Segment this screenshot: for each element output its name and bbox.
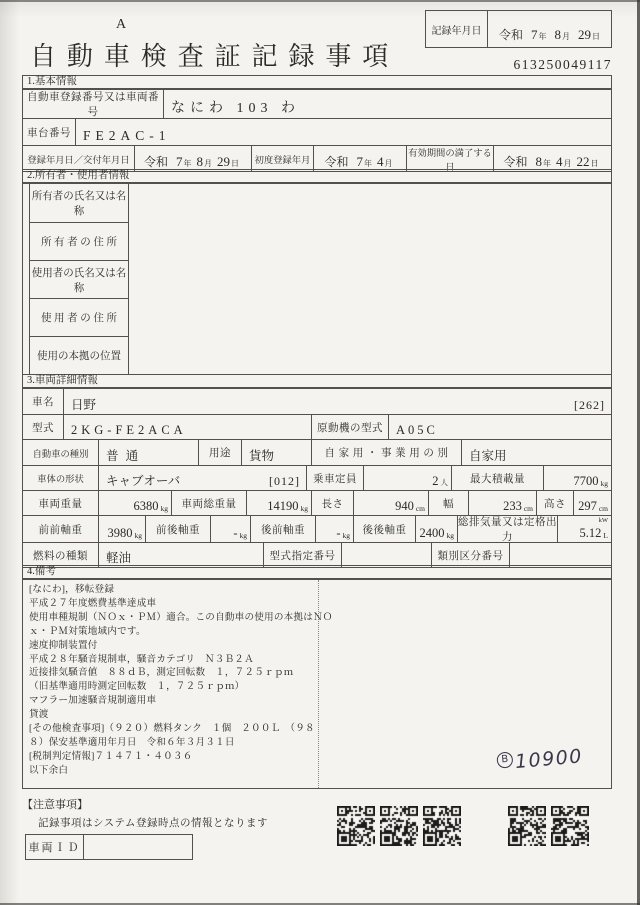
ownership-type-label: 自 家 用 ・ 事 業 用 の 別 (311, 440, 461, 465)
seating-capacity-value: 2 人 (363, 466, 451, 490)
notice-text: 記録事項はシステム登録時点の情報となります (38, 818, 268, 829)
notes-line: [税制判定情報]７１４７１・４０３６ (29, 750, 193, 762)
notes-line: 平成２８年騒音規制車，騒音カテゴリ Ｎ３Ｂ２Ａ (29, 653, 254, 665)
fuel-type-label: 燃料の種類 (33, 550, 88, 562)
qr-code (508, 806, 546, 846)
class-number-value (509, 543, 611, 567)
model-label: 型式 (32, 422, 54, 434)
axle-rear-rear-value: 2400 kg (415, 516, 457, 542)
serial-number: 613250049117 (513, 57, 612, 72)
qr-code (423, 806, 461, 846)
base-location-label: 使用の本拠の位置 (30, 336, 128, 374)
axle-front-front-value: 3980 kg (98, 516, 145, 542)
notes-line: ｘ・ＰＭ対策地域内です。 (29, 625, 146, 637)
plate-number-label: 自動車登録番号又は車両番号 (27, 92, 159, 118)
max-load-value: 7700 kg (543, 466, 611, 490)
owner-name-label: 所有者の氏名又は名称 (31, 191, 127, 217)
width-value: 233 cm (468, 491, 536, 515)
notes-line: [なにわ]，移転登録 (29, 584, 115, 595)
axle-front-front-label: 前前軸重 (38, 524, 83, 536)
model-value: 2KG-FE2ACA (63, 415, 311, 439)
vehicle-category-label: 自動車の種別 (32, 449, 89, 460)
vehicle-weight-label: 車両重量 (38, 498, 83, 510)
length-value: 940 cm (353, 491, 428, 515)
notice-heading: 【注意事項】 (22, 799, 88, 811)
first-registration-value: 令和 7 年 4 月 (313, 146, 406, 171)
vehicle-id-value (84, 835, 192, 859)
owner-address-label: 所 有 者 の 住 所 (30, 222, 128, 260)
use-type-value: 貨物 (241, 440, 311, 465)
record-date-label: 記録年月日 (426, 11, 488, 47)
fuel-type-value: 軽油 (98, 543, 263, 567)
qr-code (551, 806, 589, 846)
chassis-number-label: 車台番号 (27, 127, 71, 139)
handwritten-number: 10900 (514, 745, 584, 774)
type-approval-value (341, 543, 431, 567)
qr-code-group-2 (508, 806, 589, 846)
gross-weight-label: 車両総重量 (171, 491, 246, 515)
displacement-unit-kw: kW (598, 517, 608, 524)
record-date-box (425, 10, 612, 48)
notes-line: 近接排気騒音値 ８８ｄＢ，測定回転数 １，７２５ｒｐｍ (29, 667, 294, 679)
axle-front-rear-value: - kg (210, 516, 250, 542)
page-mark: A (116, 17, 127, 32)
notes-line: マフラー加速騒音規制適用車 (29, 695, 157, 707)
height-label: 高さ (536, 491, 573, 515)
vehicle-category-value: 普 通 (98, 440, 198, 465)
body-shape-value: キャブオーバ [012] (98, 466, 306, 490)
notes-line: 平成２７年度燃費基準達成車 (29, 597, 157, 609)
gross-weight-value: 14190 kg (246, 491, 311, 515)
notes-line: 使用車種規制（ＮＯｘ・ＰＭ）適合。この自動車の使用の本拠はＮＯ (29, 611, 333, 623)
chassis-number-value: FE2AC-1 (75, 119, 611, 145)
record-date-value: 令和 7 年 8 月 29 日 (498, 27, 600, 42)
user-address-label: 使 用 者 の 住 所 (30, 298, 128, 336)
notes-line: 速度抑制装置付 (29, 639, 98, 651)
axle-rear-front-value: - kg (315, 516, 353, 542)
displacement-value: kW 5.12 L (557, 516, 611, 542)
vehicle-name-code: [262] (574, 398, 605, 412)
expiry-date-label: 有効期間の満了する日 (406, 146, 493, 171)
body-shape-code: [012] (269, 474, 300, 488)
vehicle-id-label: 車両ＩＤ (26, 835, 84, 859)
vehicle-name-label: 車名 (32, 397, 54, 408)
displacement-label: 総排気量又は定格出力 (458, 517, 557, 542)
notes-text-block (29, 583, 333, 778)
ownership-type-value: 自家用 (461, 440, 611, 465)
vehicle-weight-value: 6380 kg (98, 491, 171, 515)
registration-date-label: 登録年月日／交付年月日 (27, 155, 130, 166)
plate-number-value: なにわ 103 わ (163, 90, 611, 118)
section-owner-heading: 2.所有者・使用者情報 (22, 169, 612, 183)
owner-user-section (22, 183, 612, 375)
vehicle-name-value: 日野 [262] (63, 389, 611, 414)
notes-line: ８）保安基準適用年月日 令和６年３月３１日 (29, 736, 235, 748)
vehicle-id-box (25, 834, 193, 860)
type-approval-label: 型式指定番号 (263, 543, 341, 567)
engine-model-value: A05C (388, 415, 611, 439)
notes-line: 以下余白 (29, 764, 69, 776)
circled-b-mark: B (496, 751, 513, 768)
vehicle-details-table (22, 388, 612, 568)
width-label: 幅 (428, 491, 468, 515)
engine-model-label: 原動機の型式 (311, 415, 388, 439)
section-notes-heading: 4.備考 (22, 565, 612, 579)
class-number-label: 類別区分番号 (431, 543, 509, 567)
height-value: 297 cm (573, 491, 611, 515)
notes-line: 貸渡 (29, 709, 49, 721)
seating-capacity-label: 乗車定員 (306, 466, 363, 490)
user-name-label: 使用者の氏名又は名称 (30, 260, 128, 298)
qr-code-group-1 (337, 806, 461, 846)
notes-line: [その他検査事項]（９２０）燃料タンク １個 ２００Ｌ （９８ (29, 723, 315, 735)
qr-code (337, 806, 375, 846)
expiry-date-value: 令和 8 年 4 月 22 日 (493, 146, 611, 171)
owner-label-column (29, 184, 129, 375)
first-registration-label: 初度登録年月 (251, 146, 313, 171)
use-type-label: 用途 (198, 440, 241, 465)
length-label: 長さ (311, 491, 353, 515)
section-vehicle-heading: 3.車両詳細情報 (22, 374, 612, 388)
scan-edge-top (0, 0, 640, 2)
axle-front-rear-label: 前後軸重 (145, 516, 210, 542)
basic-info-table (22, 89, 612, 172)
axle-rear-rear-label: 後後軸重 (353, 516, 415, 542)
section-basic-heading: 1.基本情報 (22, 75, 612, 89)
body-shape-label: 車体の形状 (37, 475, 84, 485)
qr-code (380, 806, 418, 846)
registration-date-value: 令和 7 年 8 月 29 日 (134, 146, 251, 171)
max-load-label: 最大積載量 (451, 466, 543, 490)
document-title: 自動車検査証記録事項 (30, 42, 400, 71)
notes-section (22, 579, 612, 789)
handwritten-mark (496, 745, 584, 774)
notes-line: （旧基準適用時測定回転数 １，７２５ｒｐｍ） (29, 681, 245, 693)
axle-rear-front-label: 後前軸重 (250, 516, 315, 542)
